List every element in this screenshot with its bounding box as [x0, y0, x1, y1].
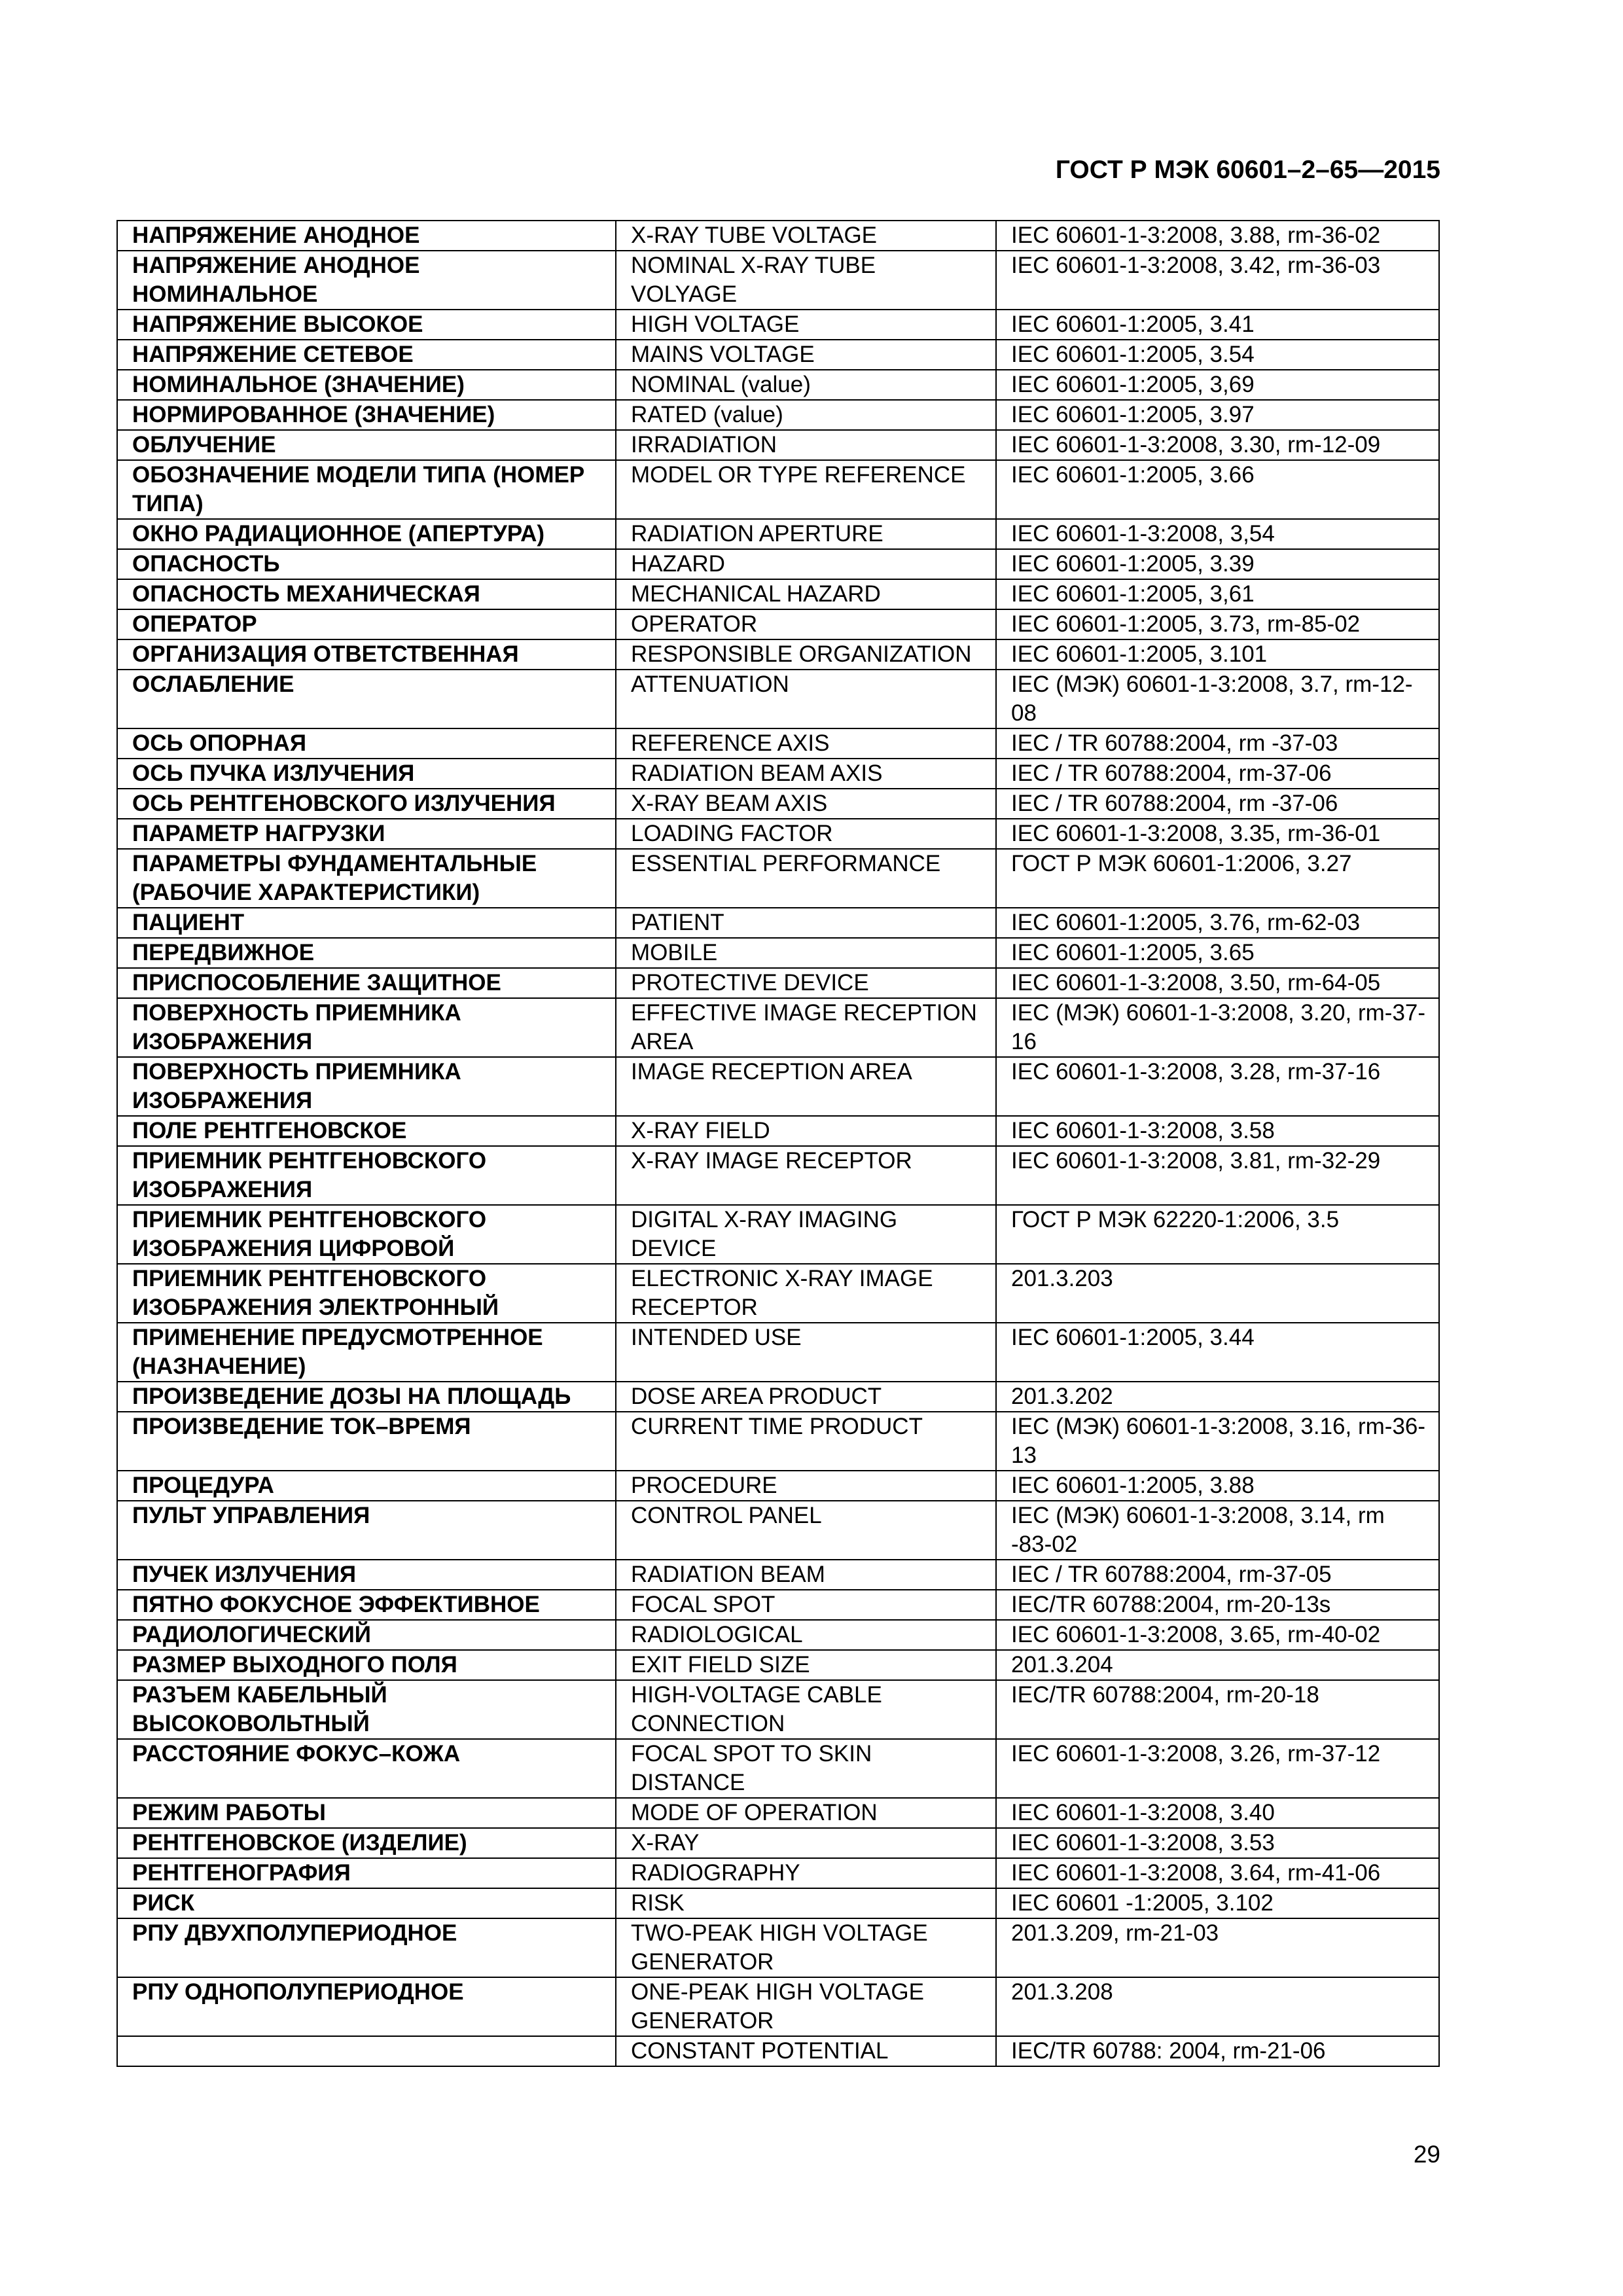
term-ru-cell: ПОВЕРХНОСТЬ ПРИЕМНИКА ИЗОБРАЖЕНИЯ	[117, 1057, 616, 1116]
term-en-cell: RADIOGRAPHY	[616, 1858, 996, 1888]
term-en-cell: INTENDED USE	[616, 1323, 996, 1382]
document-header: ГОСТ Р МЭК 60601–2–65—2015	[1055, 156, 1440, 184]
term-ru-cell: ПРОИЗВЕДЕНИЕ ТОК–ВРЕМЯ	[117, 1412, 616, 1471]
term-reference-cell: IEC 60601-1:2005, 3.76, rm-62-03	[996, 908, 1439, 938]
term-en-cell: MODE OF OPERATION	[616, 1798, 996, 1828]
term-en-cell: HIGH-VOLTAGE CABLE CONNECTION	[616, 1680, 996, 1739]
term-ru-cell: ОБОЗНАЧЕНИЕ МОДЕЛИ ТИПА (НОМЕР ТИПА)	[117, 460, 616, 519]
term-en-cell: RISK	[616, 1888, 996, 1918]
term-ru-cell: ПРИЕМНИК РЕНТГЕНОВСКОГО ИЗОБРАЖЕНИЯ ЦИФРОВОЙ	[117, 1205, 616, 1264]
term-en-cell: RATED (value)	[616, 400, 996, 430]
table-row	[117, 849, 1439, 908]
term-reference-cell: IEC 60601-1-3:2008, 3.65, rm-40-02	[996, 1620, 1439, 1650]
term-en-cell: X-RAY BEAM AXIS	[616, 789, 996, 819]
table-row	[117, 1057, 1439, 1116]
table-row	[117, 609, 1439, 639]
term-ru-cell: ПАРАМЕТРЫ ФУНДАМЕНТАЛЬНЫЕ (РАБОЧИЕ ХАРАКТЕРИСТИКИ)	[117, 849, 616, 908]
term-en-cell: RESPONSIBLE ORGANIZATION	[616, 639, 996, 670]
term-reference-cell: IEC (МЭК) 60601-1-3:2008, 3.20, rm-37-16	[996, 998, 1439, 1057]
term-en-cell: FOCAL SPOT TO SKIN DISTANCE	[616, 1739, 996, 1798]
term-reference-cell: IEC 60601-1:2005, 3.73, rm-85-02	[996, 609, 1439, 639]
term-ru-cell: ОСЬ ПУЧКА ИЗЛУЧЕНИЯ	[117, 759, 616, 789]
table-row	[117, 908, 1439, 938]
term-reference-cell: IEC 60601-1:2005, 3.65	[996, 938, 1439, 968]
term-reference-cell: IEC 60601-1-3:2008, 3.50, rm-64-05	[996, 968, 1439, 998]
term-reference-cell: 201.3.209, rm-21-03	[996, 1918, 1439, 1977]
table-row	[117, 1382, 1439, 1412]
term-ru-cell: НАПРЯЖЕНИЕ ВЫСОКОЕ	[117, 310, 616, 340]
term-reference-cell: IEC 60601-1:2005, 3.66	[996, 460, 1439, 519]
term-reference-cell: IEC 60601-1:2005, 3.44	[996, 1323, 1439, 1382]
term-ru-cell: ОСЬ РЕНТГЕНОВСКОГО ИЗЛУЧЕНИЯ	[117, 789, 616, 819]
term-reference-cell: IEC 60601-1:2005, 3,61	[996, 579, 1439, 609]
term-en-cell: CONSTANT POTENTIAL	[616, 2036, 996, 2066]
term-reference-cell: IEC / TR 60788:2004, rm-37-06	[996, 759, 1439, 789]
table-row	[117, 400, 1439, 430]
term-reference-cell: IEC 60601-1-3:2008, 3.58	[996, 1116, 1439, 1146]
terms-table-body	[117, 221, 1439, 2066]
table-row	[117, 670, 1439, 728]
term-ru-cell: ПРИСПОСОБЛЕНИЕ ЗАЩИТНОЕ	[117, 968, 616, 998]
term-en-cell: X-RAY	[616, 1828, 996, 1858]
term-reference-cell: IEC 60601-1-3:2008, 3.81, rm-32-29	[996, 1146, 1439, 1205]
term-ru-cell: РАДИОЛОГИЧЕСКИЙ	[117, 1620, 616, 1650]
term-reference-cell: IEC 60601-1-3:2008, 3,54	[996, 519, 1439, 549]
term-ru-cell: ОСЛАБЛЕНИЕ	[117, 670, 616, 728]
term-ru-cell: ПРОЦЕДУРА	[117, 1471, 616, 1501]
table-row	[117, 1501, 1439, 1560]
term-reference-cell: IEC 60601-1-3:2008, 3.35, rm-36-01	[996, 819, 1439, 849]
table-row	[117, 1680, 1439, 1739]
table-row	[117, 728, 1439, 759]
term-reference-cell: IEC 60601-1-3:2008, 3.28, rm-37-16	[996, 1057, 1439, 1116]
term-ru-cell: ОРГАНИЗАЦИЯ ОТВЕТСТВЕННАЯ	[117, 639, 616, 670]
term-reference-cell: IEC 60601-1:2005, 3.39	[996, 549, 1439, 579]
term-ru-cell	[117, 2036, 616, 2066]
term-en-cell: CURRENT TIME PRODUCT	[616, 1412, 996, 1471]
term-reference-cell: ГОСТ Р МЭК 60601-1:2006, 3.27	[996, 849, 1439, 908]
table-row	[117, 1798, 1439, 1828]
term-ru-cell: ПАРАМЕТР НАГРУЗКИ	[117, 819, 616, 849]
term-reference-cell: IEC 60601-1:2005, 3.54	[996, 340, 1439, 370]
term-en-cell: LOADING FACTOR	[616, 819, 996, 849]
term-reference-cell: IEC 60601-1:2005, 3.41	[996, 310, 1439, 340]
term-en-cell: TWO-PEAK HIGH VOLTAGE GENERATOR	[616, 1918, 996, 1977]
table-row	[117, 579, 1439, 609]
term-en-cell: NOMINAL X-RAY TUBE VOLYAGE	[616, 251, 996, 310]
term-reference-cell: IEC (МЭК) 60601-1-3:2008, 3.16, rm-36-13	[996, 1412, 1439, 1471]
term-reference-cell: IEC/TR 60788: 2004, rm-21-06	[996, 2036, 1439, 2066]
table-row	[117, 1977, 1439, 2036]
table-row	[117, 1205, 1439, 1264]
term-reference-cell: IEC (МЭК) 60601-1-3:2008, 3.7, rm-12-08	[996, 670, 1439, 728]
term-ru-cell: РПУ ДВУХПОЛУПЕРИОДНОЕ	[117, 1918, 616, 1977]
table-row	[117, 1650, 1439, 1680]
table-row	[117, 1888, 1439, 1918]
term-en-cell: MAINS VOLTAGE	[616, 340, 996, 370]
term-reference-cell: IEC 60601-1-3:2008, 3.30, rm-12-09	[996, 430, 1439, 460]
term-ru-cell: РЕЖИМ РАБОТЫ	[117, 1798, 616, 1828]
term-ru-cell: РАЗМЕР ВЫХОДНОГО ПОЛЯ	[117, 1650, 616, 1680]
table-row	[117, 1323, 1439, 1382]
term-reference-cell: 201.3.203	[996, 1264, 1439, 1323]
term-reference-cell: 201.3.208	[996, 1977, 1439, 2036]
table-row	[117, 938, 1439, 968]
table-row	[117, 1146, 1439, 1205]
term-ru-cell: ПРОИЗВЕДЕНИЕ ДОЗЫ НА ПЛОЩАДЬ	[117, 1382, 616, 1412]
term-en-cell: EFFECTIVE IMAGE RECEPTION AREA	[616, 998, 996, 1057]
table-row	[117, 1560, 1439, 1590]
term-en-cell: CONTROL PANEL	[616, 1501, 996, 1560]
term-reference-cell: IEC/TR 60788:2004, rm-20-18	[996, 1680, 1439, 1739]
term-ru-cell: ОПЕРАТОР	[117, 609, 616, 639]
term-en-cell: IRRADIATION	[616, 430, 996, 460]
term-ru-cell: ОПАСНОСТЬ	[117, 549, 616, 579]
term-en-cell: FOCAL SPOT	[616, 1590, 996, 1620]
term-ru-cell: НАПРЯЖЕНИЕ СЕТЕВОЕ	[117, 340, 616, 370]
term-reference-cell: IEC 60601-1:2005, 3.88	[996, 1471, 1439, 1501]
term-en-cell: MOBILE	[616, 938, 996, 968]
table-row	[117, 370, 1439, 400]
table-row	[117, 251, 1439, 310]
table-row	[117, 460, 1439, 519]
term-en-cell: DOSE AREA PRODUCT	[616, 1382, 996, 1412]
term-ru-cell: ПРИЕМНИК РЕНТГЕНОВСКОГО ИЗОБРАЖЕНИЯ ЭЛЕКТРОННЫЙ	[117, 1264, 616, 1323]
term-reference-cell: IEC 60601-1-3:2008, 3.53	[996, 1828, 1439, 1858]
term-ru-cell: ПЕРЕДВИЖНОЕ	[117, 938, 616, 968]
term-en-cell: RADIATION APERTURE	[616, 519, 996, 549]
term-reference-cell: 201.3.204	[996, 1650, 1439, 1680]
term-ru-cell: ПЯТНО ФОКУСНОЕ ЭФФЕКТИВНОЕ	[117, 1590, 616, 1620]
table-row	[117, 639, 1439, 670]
term-ru-cell: НОМИНАЛЬНОЕ (ЗНАЧЕНИЕ)	[117, 370, 616, 400]
term-reference-cell: IEC 60601-1:2005, 3.101	[996, 639, 1439, 670]
term-reference-cell: IEC / TR 60788:2004, rm-37-05	[996, 1560, 1439, 1590]
table-row	[117, 1828, 1439, 1858]
term-reference-cell: IEC 60601-1-3:2008, 3.64, rm-41-06	[996, 1858, 1439, 1888]
term-reference-cell: IEC 60601-1-3:2008, 3.88, rm-36-02	[996, 221, 1439, 251]
term-ru-cell: ПУЧЕК ИЗЛУЧЕНИЯ	[117, 1560, 616, 1590]
term-ru-cell: ПОВЕРХНОСТЬ ПРИЕМНИКА ИЗОБРАЖЕНИЯ	[117, 998, 616, 1057]
term-ru-cell: РИСК	[117, 1888, 616, 1918]
term-ru-cell: ПОЛЕ РЕНТГЕНОВСКОЕ	[117, 1116, 616, 1146]
table-row	[117, 221, 1439, 251]
term-ru-cell: НАПРЯЖЕНИЕ АНОДНОЕ НОМИНАЛЬНОЕ	[117, 251, 616, 310]
term-reference-cell: IEC 60601-1:2005, 3,69	[996, 370, 1439, 400]
table-row	[117, 1620, 1439, 1650]
term-reference-cell: IEC 60601-1:2005, 3.97	[996, 400, 1439, 430]
term-ru-cell: РЕНТГЕНОВСКОЕ (ИЗДЕЛИЕ)	[117, 1828, 616, 1858]
table-row	[117, 1116, 1439, 1146]
table-row	[117, 340, 1439, 370]
term-reference-cell: IEC / TR 60788:2004, rm -37-03	[996, 728, 1439, 759]
term-en-cell: HIGH VOLTAGE	[616, 310, 996, 340]
term-en-cell: ESSENTIAL PERFORMANCE	[616, 849, 996, 908]
term-en-cell: MECHANICAL HAZARD	[616, 579, 996, 609]
term-en-cell: ATTENUATION	[616, 670, 996, 728]
table-row	[117, 310, 1439, 340]
term-ru-cell: ОПАСНОСТЬ МЕХАНИЧЕСКАЯ	[117, 579, 616, 609]
term-ru-cell: ПРИМЕНЕНИЕ ПРЕДУСМОТРЕННОЕ (НАЗНАЧЕНИЕ)	[117, 1323, 616, 1382]
term-ru-cell: ОКНО РАДИАЦИОННОЕ (АПЕРТУРА)	[117, 519, 616, 549]
table-row	[117, 549, 1439, 579]
table-row	[117, 968, 1439, 998]
term-reference-cell: IEC 60601-1-3:2008, 3.42, rm-36-03	[996, 251, 1439, 310]
terms-table	[116, 220, 1440, 2067]
table-row	[117, 2036, 1439, 2066]
table-row	[117, 519, 1439, 549]
term-reference-cell: IEC/TR 60788:2004, rm-20-13s	[996, 1590, 1439, 1620]
term-ru-cell: ОСЬ ОПОРНАЯ	[117, 728, 616, 759]
term-en-cell: PROCEDURE	[616, 1471, 996, 1501]
term-reference-cell: 201.3.202	[996, 1382, 1439, 1412]
term-ru-cell: РАЗЪЕМ КАБЕЛЬНЫЙ ВЫСОКОВОЛЬТНЫЙ	[117, 1680, 616, 1739]
term-en-cell: EXIT FIELD SIZE	[616, 1650, 996, 1680]
table-row	[117, 1412, 1439, 1471]
page-number: 29	[1413, 2141, 1440, 2168]
table-row	[117, 819, 1439, 849]
table-row	[117, 1858, 1439, 1888]
term-en-cell: IMAGE RECEPTION AREA	[616, 1057, 996, 1116]
term-en-cell: OPERATOR	[616, 609, 996, 639]
term-en-cell: X-RAY TUBE VOLTAGE	[616, 221, 996, 251]
term-ru-cell: НАПРЯЖЕНИЕ АНОДНОЕ	[117, 221, 616, 251]
term-ru-cell: РПУ ОДНОПОЛУПЕРИОДНОЕ	[117, 1977, 616, 2036]
table-row	[117, 1739, 1439, 1798]
term-ru-cell: РЕНТГЕНОГРАФИЯ	[117, 1858, 616, 1888]
term-en-cell: RADIOLOGICAL	[616, 1620, 996, 1650]
table-row	[117, 759, 1439, 789]
term-ru-cell: ПУЛЬТ УПРАВЛЕНИЯ	[117, 1501, 616, 1560]
term-reference-cell: IEC 60601-1-3:2008, 3.40	[996, 1798, 1439, 1828]
term-en-cell: REFERENCE AXIS	[616, 728, 996, 759]
table-row	[117, 1264, 1439, 1323]
term-en-cell: ONE-PEAK HIGH VOLTAGE GENERATOR	[616, 1977, 996, 2036]
table-row	[117, 789, 1439, 819]
term-en-cell: RADIATION BEAM	[616, 1560, 996, 1590]
table-row	[117, 998, 1439, 1057]
term-ru-cell: ПАЦИЕНТ	[117, 908, 616, 938]
term-reference-cell: IEC (МЭК) 60601-1-3:2008, 3.14, rm -83-02	[996, 1501, 1439, 1560]
term-en-cell: ELECTRONIC X-RAY IMAGE RECEPTOR	[616, 1264, 996, 1323]
term-en-cell: MODEL OR TYPE REFERENCE	[616, 460, 996, 519]
term-reference-cell: IEC / TR 60788:2004, rm -37-06	[996, 789, 1439, 819]
term-ru-cell: НОРМИРОВАННОЕ (ЗНАЧЕНИЕ)	[117, 400, 616, 430]
term-en-cell: X-RAY FIELD	[616, 1116, 996, 1146]
table-row	[117, 1918, 1439, 1977]
term-en-cell: PATIENT	[616, 908, 996, 938]
term-reference-cell: IEC 60601-1-3:2008, 3.26, rm-37-12	[996, 1739, 1439, 1798]
term-ru-cell: ОБЛУЧЕНИЕ	[117, 430, 616, 460]
term-reference-cell: IEC 60601 -1:2005, 3.102	[996, 1888, 1439, 1918]
term-reference-cell: ГОСТ Р МЭК 62220-1:2006, 3.5	[996, 1205, 1439, 1264]
table-row	[117, 1590, 1439, 1620]
table-row	[117, 1471, 1439, 1501]
term-en-cell: X-RAY IMAGE RECEPTOR	[616, 1146, 996, 1205]
term-ru-cell: РАССТОЯНИЕ ФОКУС–КОЖА	[117, 1739, 616, 1798]
term-en-cell: DIGITAL X-RAY IMAGING DEVICE	[616, 1205, 996, 1264]
term-en-cell: PROTECTIVE DEVICE	[616, 968, 996, 998]
term-en-cell: NOMINAL (value)	[616, 370, 996, 400]
table-row	[117, 430, 1439, 460]
term-en-cell: HAZARD	[616, 549, 996, 579]
term-en-cell: RADIATION BEAM AXIS	[616, 759, 996, 789]
term-ru-cell: ПРИЕМНИК РЕНТГЕНОВСКОГО ИЗОБРАЖЕНИЯ	[117, 1146, 616, 1205]
